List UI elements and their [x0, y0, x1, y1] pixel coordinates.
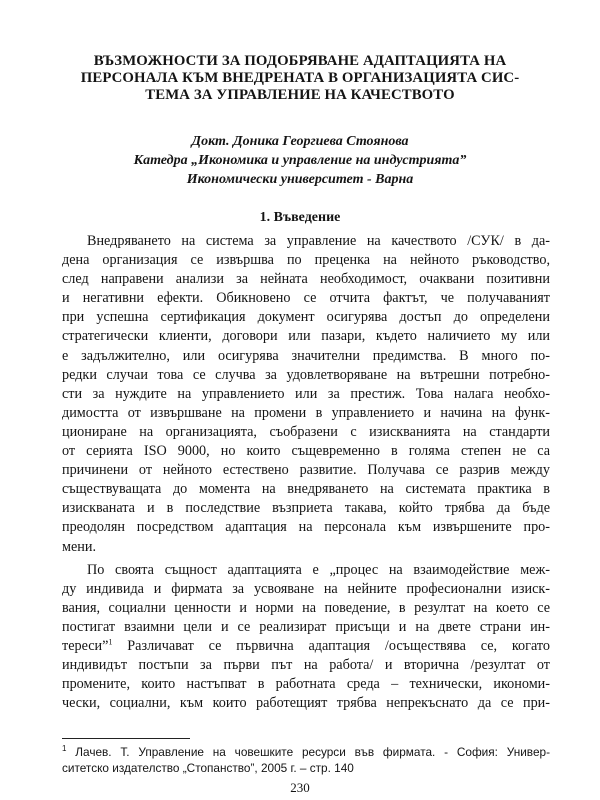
author-university: Икономически университет - Варна [186, 172, 414, 187]
text-segment: тереси” [62, 637, 109, 654]
text-line: стратегически клиенти, договори или пазари, където наличието му или [62, 328, 550, 345]
body-text [62, 232, 550, 713]
text-line: причинени от нейното естествено развитие. Получава се разрив между [62, 462, 550, 479]
text-line: По своята същност адаптацията е „процес на взаимодействие меж- [87, 561, 550, 578]
footnote-line [62, 744, 550, 760]
page-number: 230 [290, 780, 310, 795]
author-block [0, 132, 600, 189]
text-line: постигат взаимни цели и се реализират присъщи и на двете страни ин- [62, 618, 550, 635]
text-line: циониране на организацията, съобразени с изискванията на стандарти [62, 423, 550, 440]
text-line: изискваната и в последствие възприета такава, който трябва да бъде [62, 500, 550, 517]
footnote-separator [62, 738, 190, 739]
section-heading: 1. Въведение [259, 210, 341, 225]
paragraph-2 [62, 561, 550, 714]
text-line: дена организация се извършва по преценка на нейното ръководство, [62, 252, 550, 269]
author-department: Катедра „Икономика и управление на индустрията” [133, 153, 467, 168]
text-line: след направени анализи за нейната необходимост, очаквани позитивни [62, 271, 550, 288]
footnote-reference: 1 [108, 637, 113, 647]
author-name: Докт. Доника Георгиева Стоянова [191, 134, 409, 149]
text-segment: Различават се първична адаптация /осъществява се, когато [127, 637, 551, 654]
text-line: при успешна сертификация документ осигурява достъп до определени [62, 309, 550, 326]
text-line: мени. [62, 538, 97, 555]
title-line-3: ТЕМА ЗА УПРАВЛЕНИЕ НА КАЧЕСТВОТО [145, 87, 455, 103]
text-line: е задължително, или осигурява значителни предимства. В много по- [62, 347, 550, 364]
text-line: вания, социални ценности и норми на поведение, в резултат на което се [62, 599, 550, 616]
footnote [62, 744, 550, 776]
text-line: редки случаи това се случва за удовлетворяване на вътрешни потребно- [62, 366, 550, 383]
article-title [22, 53, 578, 104]
text-line [62, 637, 550, 656]
text-line: чески, социални, към които работещият трябва непрекъснато да се при- [62, 695, 550, 712]
text-line: индивидът постъпи за първи път на работа/ и вторична /резултат от [62, 657, 550, 674]
footnote-text: Лачев. Т. Управление на човешките ресурси във фирмата. - София: Универ- [75, 745, 550, 759]
text-line: съществуващата до момента на внедряването на системата практика в [62, 481, 550, 498]
text-line: димостта от извършване на промени в управлението и начина на функ- [62, 404, 550, 421]
text-line: промените, които настъпват в работната среда – технически, икономи- [62, 676, 550, 693]
paragraph-1 [62, 232, 550, 557]
footnote-marker: 1 [62, 744, 67, 754]
text-line: преодолян посредством адаптация на персонала към извършените про- [62, 519, 550, 536]
title-line-2: ПЕРСОНАЛА КЪМ ВНЕДРЕНАТА В ОРГАНИЗАЦИЯТА СИС- [80, 70, 520, 86]
text-line: ду индивида и фирмата за усвояване на нейните професионални изиск- [62, 580, 550, 597]
footnote-line: ситетско издателство „Стопанство”, 2005 г. – стр. 140 [62, 761, 354, 775]
text-line: сти за нуждите на управлението или за престиж. Това налага необхо- [62, 385, 550, 402]
text-line: от серията ISO 9000, но които същевременно в голяма степен не са [62, 443, 550, 460]
text-line: и негативни ефекти. Обикновено се отчита фактът, че получаваният [62, 290, 550, 307]
title-line-1: ВЪЗМОЖНОСТИ ЗА ПОДОБРЯВАНЕ АДАПТАЦИЯТА НА [93, 53, 507, 69]
text-line: Внедряването на система за управление на качеството /СУК/ в да- [87, 233, 550, 249]
